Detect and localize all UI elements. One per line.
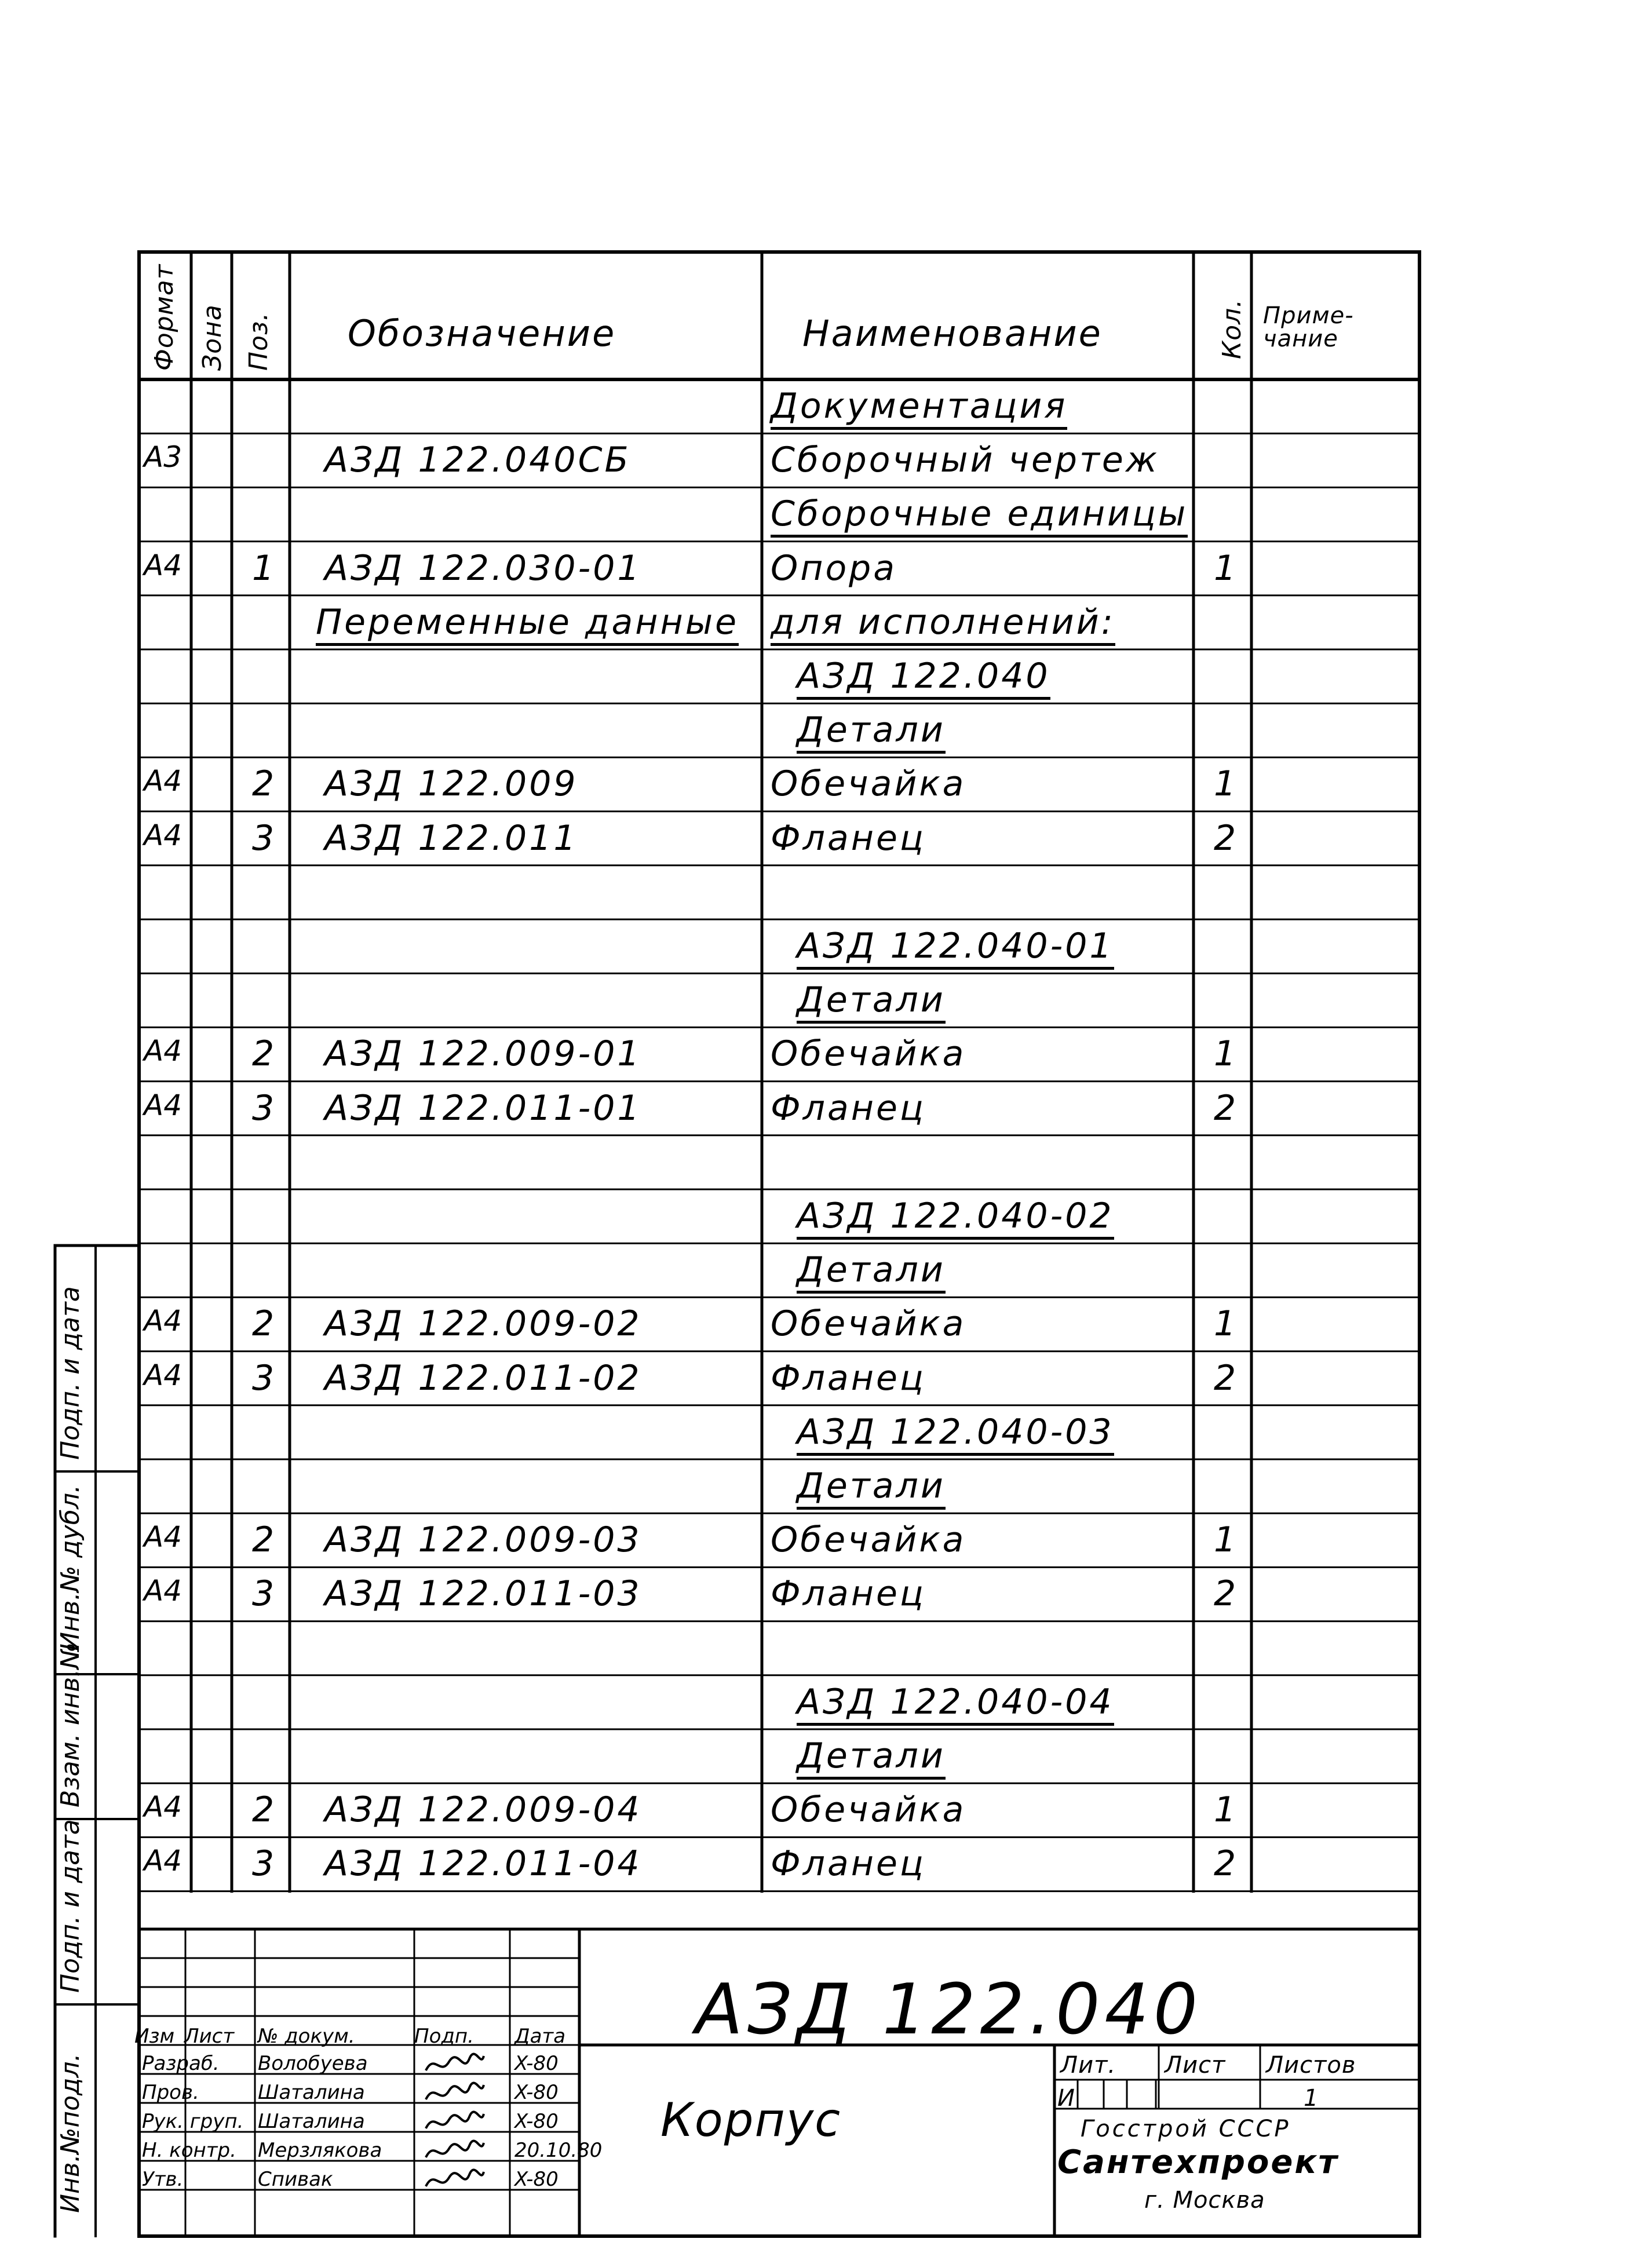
table-row-23-designation: АЗД 122.011-03 bbox=[324, 1573, 642, 1615]
side-inv-podl: Инв.№подл. bbox=[56, 2053, 85, 2213]
table-row-8-format: А4 bbox=[144, 764, 183, 798]
tb-lit-label: Лит. bbox=[1060, 2052, 1116, 2079]
tb-header-list: Лист bbox=[184, 2025, 235, 2048]
table-row-21-name: Детали bbox=[797, 1469, 946, 1510]
table-row-19-qty: 2 bbox=[1214, 1357, 1239, 1398]
table-row-8-designation: АЗД 122.009 bbox=[324, 764, 578, 805]
tb-role-2-date: X-80 bbox=[514, 2081, 559, 2104]
tb-role-4-date: 20.10.80 bbox=[514, 2139, 603, 2162]
table-row-16-name: АЗД 122.040-02 bbox=[797, 1199, 1114, 1240]
table-row-14-name: Фланец bbox=[771, 1087, 926, 1128]
header-note-line1: Приме- bbox=[1263, 302, 1354, 329]
tb-role-3-name: Шаталина bbox=[258, 2110, 365, 2133]
table-row-13-format: А4 bbox=[144, 1034, 183, 1068]
table-row-22-pos: 2 bbox=[252, 1520, 277, 1561]
table-row-18-format: А4 bbox=[144, 1304, 183, 1338]
table-row-9-format: А4 bbox=[144, 818, 183, 852]
table-row-19-designation: АЗД 122.011-02 bbox=[324, 1357, 642, 1398]
side-podp-data-1: Подп. и дата bbox=[56, 1819, 85, 1993]
table-row-27-format: А4 bbox=[144, 1790, 183, 1824]
signature-mark bbox=[423, 2166, 487, 2195]
table-row-14-designation: АЗД 122.011-01 bbox=[324, 1087, 642, 1128]
table-row-18-qty: 1 bbox=[1214, 1303, 1239, 1345]
table-row-9-qty: 2 bbox=[1214, 817, 1239, 859]
title-block-title: Корпус bbox=[660, 2093, 842, 2147]
table-row-23-format: А4 bbox=[144, 1574, 183, 1608]
tb-role-5-name: Спивак bbox=[258, 2168, 333, 2191]
table-row-27-designation: АЗД 122.009-04 bbox=[324, 1789, 642, 1831]
side-podp-data-2: Подп. и дата bbox=[56, 1286, 85, 1460]
table-row-3-name: Сборочные единицы bbox=[771, 496, 1188, 538]
table-row-28-pos: 3 bbox=[252, 1843, 277, 1884]
header-note-line2: чание bbox=[1263, 326, 1338, 352]
tb-org-line3: г. Москва bbox=[1144, 2187, 1265, 2214]
tb-lit-value: И bbox=[1057, 2085, 1075, 2112]
table-row-4-name: Опора bbox=[771, 547, 897, 589]
table-row-23-qty: 2 bbox=[1214, 1573, 1239, 1615]
tb-org-line2: Сантехпроект bbox=[1057, 2143, 1339, 2181]
table-row-9-pos: 3 bbox=[252, 817, 277, 859]
table-row-4-qty: 1 bbox=[1214, 547, 1239, 589]
table-row-23-pos: 3 bbox=[252, 1573, 277, 1615]
table-row-14-pos: 3 bbox=[252, 1087, 277, 1128]
table-row-28-qty: 2 bbox=[1214, 1843, 1239, 1884]
table-row-12-name: Детали bbox=[797, 983, 946, 1024]
tb-header-izm: Изм bbox=[134, 2025, 175, 2048]
title-block-designation: АЗД 122.040 bbox=[695, 1970, 1203, 2050]
table-row-25-name: АЗД 122.040-04 bbox=[797, 1685, 1114, 1726]
side-vzam-inv: Взам. инв.№ bbox=[56, 1642, 85, 1807]
tb-role-5-role: Утв. bbox=[142, 2168, 184, 2191]
table-row-28-designation: АЗД 122.011-04 bbox=[324, 1843, 642, 1884]
table-row-23-name: Фланец bbox=[771, 1573, 926, 1615]
tb-header-podp: Подп. bbox=[414, 2025, 474, 2048]
table-row-13-pos: 2 bbox=[252, 1033, 277, 1075]
tb-role-2-name: Шаталина bbox=[258, 2081, 365, 2104]
tb-role-3-role: Рук. груп. bbox=[142, 2110, 244, 2133]
table-row-13-qty: 1 bbox=[1214, 1033, 1239, 1075]
header-zone: Зона bbox=[198, 304, 227, 371]
tb-header-doc-no: № докум. bbox=[258, 2025, 355, 2048]
table-row-8-name: Обечайка bbox=[771, 764, 966, 805]
table-row-28-format: А4 bbox=[144, 1844, 183, 1878]
table-row-14-format: А4 bbox=[144, 1088, 183, 1122]
tb-sheet-label: Лист bbox=[1165, 2052, 1226, 2079]
table-row-28-name: Фланец bbox=[771, 1843, 926, 1884]
tb-sheets-value: 1 bbox=[1304, 2085, 1319, 2112]
table-row-8-qty: 1 bbox=[1214, 764, 1239, 805]
table-row-19-name: Фланец bbox=[771, 1357, 926, 1398]
tb-org-line1: Госстрой СССР bbox=[1081, 2116, 1291, 2142]
signature-mark bbox=[423, 2079, 487, 2108]
table-row-19-pos: 3 bbox=[252, 1357, 277, 1398]
table-row-5-name: для исполнений: bbox=[771, 605, 1115, 646]
table-row-2-format: А3 bbox=[144, 440, 183, 474]
header-name: Наименование bbox=[802, 312, 1103, 355]
table-row-1-name: Документация bbox=[771, 389, 1067, 430]
signature-mark bbox=[423, 2137, 487, 2166]
side-inv-dubl: Инв.№ дубл. bbox=[56, 1484, 85, 1651]
tb-role-3-date: X-80 bbox=[514, 2110, 559, 2133]
table-row-18-pos: 2 bbox=[252, 1303, 277, 1345]
table-row-2-designation: АЗД 122.040СБ bbox=[324, 440, 631, 481]
header-format: Формат bbox=[149, 264, 179, 371]
table-row-9-name: Фланец bbox=[771, 817, 926, 859]
signature-mark bbox=[423, 2050, 487, 2079]
table-row-26-name: Детали bbox=[797, 1739, 946, 1780]
header-pos: Поз. bbox=[244, 312, 273, 371]
table-row-17-name: Детали bbox=[797, 1252, 946, 1294]
table-row-27-qty: 1 bbox=[1214, 1789, 1239, 1831]
table-row-14-qty: 2 bbox=[1214, 1087, 1239, 1128]
tb-role-1-date: X-80 bbox=[514, 2052, 559, 2075]
table-row-8-pos: 2 bbox=[252, 764, 277, 805]
table-row-19-format: А4 bbox=[144, 1358, 183, 1392]
table-row-18-name: Обечайка bbox=[771, 1303, 966, 1345]
table-row-4-designation: АЗД 122.030-01 bbox=[324, 547, 642, 589]
table-row-5-designation: Переменные данные bbox=[316, 605, 739, 646]
table-row-20-name: АЗД 122.040-03 bbox=[797, 1415, 1114, 1456]
table-row-27-pos: 2 bbox=[252, 1789, 277, 1831]
table-row-7-name: Детали bbox=[797, 713, 946, 754]
table-row-13-designation: АЗД 122.009-01 bbox=[324, 1033, 642, 1075]
table-row-9-designation: АЗД 122.011 bbox=[324, 817, 578, 859]
table-row-22-designation: АЗД 122.009-03 bbox=[324, 1520, 642, 1561]
table-row-22-qty: 1 bbox=[1214, 1520, 1239, 1561]
table-row-2-name: Сборочный чертеж bbox=[771, 440, 1159, 481]
header-qty: Кол. bbox=[1217, 298, 1247, 359]
tb-role-1-role: Разраб. bbox=[142, 2052, 220, 2075]
table-row-11-name: АЗД 122.040-01 bbox=[797, 929, 1114, 970]
tb-role-4-role: Н. контр. bbox=[142, 2139, 236, 2162]
table-row-4-format: А4 bbox=[144, 548, 183, 582]
table-row-13-name: Обечайка bbox=[771, 1033, 966, 1075]
table-row-4-pos: 1 bbox=[252, 547, 277, 589]
table-row-22-name: Обечайка bbox=[771, 1520, 966, 1561]
tb-sheets-label: Листов bbox=[1266, 2052, 1356, 2079]
tb-role-5-date: X-80 bbox=[514, 2168, 559, 2191]
signature-mark bbox=[423, 2108, 487, 2137]
table-row-18-designation: АЗД 122.009-02 bbox=[324, 1303, 642, 1345]
tb-role-4-name: Мерзлякова bbox=[258, 2139, 382, 2162]
tb-header-data: Дата bbox=[514, 2025, 566, 2048]
tb-role-1-name: Волобуева bbox=[258, 2052, 368, 2075]
table-row-22-format: А4 bbox=[144, 1520, 183, 1554]
table-row-27-name: Обечайка bbox=[771, 1789, 966, 1831]
tb-role-2-role: Пров. bbox=[142, 2081, 199, 2104]
table-row-6-name: АЗД 122.040 bbox=[797, 659, 1050, 700]
header-designation: Обозначение bbox=[348, 312, 616, 355]
